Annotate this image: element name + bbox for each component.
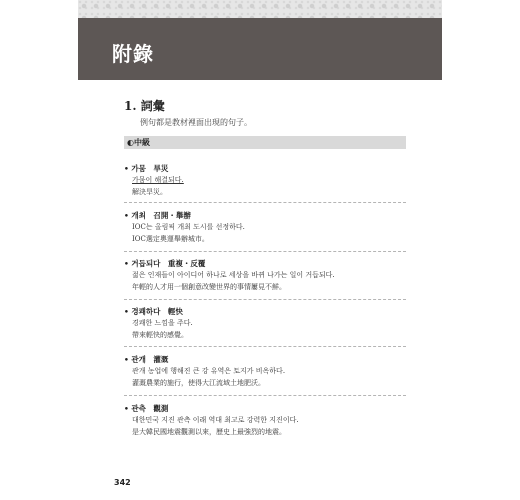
example-korean: 가뭄이 해결되다. xyxy=(132,176,184,184)
page-number: 342 xyxy=(114,478,131,487)
example-chinese: 是大韓民國地震觀測以來，歷史上最強烈的地震。 xyxy=(132,428,286,436)
example-chinese: 年輕的人才用一個創意改變世界的事情屢見不鮮。 xyxy=(132,283,286,291)
example-chinese: IOC選定奧運舉辦城市。 xyxy=(132,235,209,243)
entry-heading: • 거듭되다 重複・反覆 xyxy=(124,259,206,268)
example-chinese: 帶來輕快的感覺。 xyxy=(132,331,188,339)
chapter-title: 附錄 xyxy=(112,42,154,66)
chapter-banner xyxy=(78,18,442,80)
example-korean: 대한민국 지진 관측 이래 역대 최고로 강력한 지진이다. xyxy=(132,416,299,424)
example-korean: 경쾌한 느낌을 주다. xyxy=(132,319,193,327)
entry-divider xyxy=(124,251,406,252)
example-chinese: 解決旱災。 xyxy=(132,188,167,196)
section-title: 1. 詞彙 xyxy=(124,99,165,113)
section-intro: 例句都是教材裡面出現的句子。 xyxy=(140,118,252,127)
entry-heading: • 개최 召開・舉辦 xyxy=(124,211,191,220)
level-label: ◐中級 xyxy=(127,138,150,147)
vocab-entry xyxy=(124,306,414,341)
example-korean: IOC는 올림픽 개최 도시를 선정하다. xyxy=(132,223,245,231)
vocab-entry xyxy=(124,258,414,293)
entry-divider xyxy=(124,395,406,396)
entry-heading: • 관개 灌溉 xyxy=(124,355,169,364)
entry-divider xyxy=(124,299,406,300)
vocab-entry xyxy=(124,163,414,198)
vocab-entry xyxy=(124,210,414,245)
decorative-pattern-strip xyxy=(78,0,442,18)
vocab-entry xyxy=(124,403,414,438)
example-korean: 관개 농업에 행해진 큰 강 유역은 토지가 비옥하다. xyxy=(132,367,286,375)
entry-divider xyxy=(124,202,406,203)
level-header xyxy=(124,136,406,149)
entry-heading: • 가뭄 旱災 xyxy=(124,164,169,173)
example-chinese: 灌溉農業的施行，使得大江流域土地肥沃。 xyxy=(132,379,265,387)
example-korean: 젊은 인재들이 아이디어 하나로 세상을 바뀌 나가는 일이 거듭되다. xyxy=(132,271,335,279)
entry-heading: • 관측 觀測 xyxy=(124,404,169,413)
entry-divider xyxy=(124,346,406,347)
vocab-entry xyxy=(124,354,414,389)
entry-heading: • 경쾌하다 輕快 xyxy=(124,307,183,316)
